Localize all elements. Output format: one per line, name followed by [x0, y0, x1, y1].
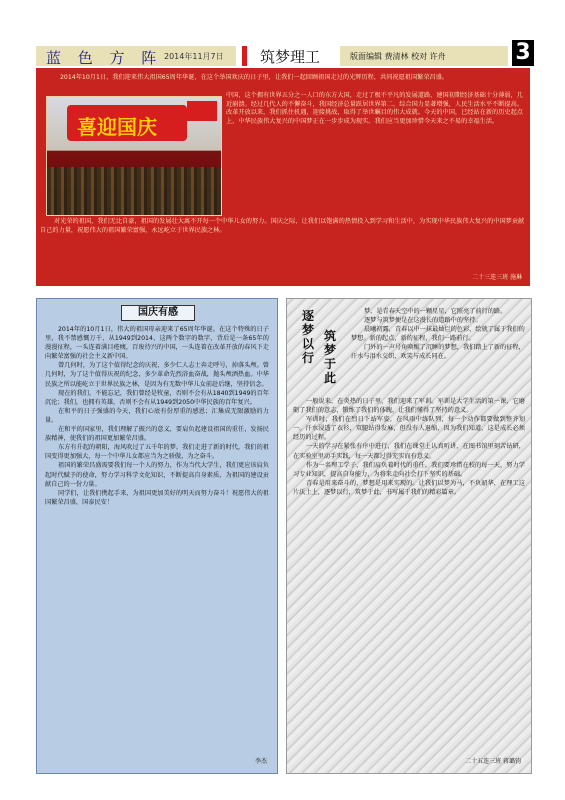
paragraph: 梦，是青春天空中的一颗星星，它照亮了前行的路。 [364, 308, 507, 315]
paragraph: 作为一名理工学子，我们肩负着时代的重任。我们要珍惜在校的每一天，努力学习专业知识，提高自身能力，为将来走向社会打下坚实的基础。 [293, 461, 525, 478]
red-signature: 二十三连三班 施琳 [472, 274, 522, 281]
masthead-red-bar [242, 46, 247, 66]
issue-date: 2014年11月7日 [164, 52, 224, 61]
national-day-section [36, 68, 530, 286]
right-article-title-b: 筑梦于此 [323, 329, 336, 385]
paragraph: 逐梦与筑梦便是在这漫长的道路中的坚持。 [364, 317, 482, 325]
masthead [36, 40, 531, 67]
paragraph: 一般说来，在炎热的日子里，我们迎来了军训。军训是大学生活的第一课，它磨砺了我们的意志，锻炼了我们的体魄，让我们懂得了坚持的意义。 [293, 398, 525, 415]
paragraph: 祖国的繁荣昌盛需要我们每一个人的努力，作为当代大学生，我们更应该肩负起时代赋予的使命，努力学习科学文化知识，不断提高自身素质，为祖国的建设贡献自己的一份力量。 [45, 462, 269, 488]
paragraph: 东方有升起的朝阳，海风吹过了五千年的梦。我们走进了新的时代，我们的祖国变得更加强大，每一个中华儿女都应当为之骄傲，为之奋斗。 [45, 444, 269, 461]
paragraph: 2014年的10月1日，伟大的祖国母亲迎来了65周年华诞。在这个特殊的日子里，我不禁感慨万千，从1949到2014，这两个数字的数字，背后是一条65年的漫漫征程，一头连着满目疮痍，百废待兴的中国，一头连着在改革开放的春风下走向繁荣富强的社会主义新中国。 [45, 326, 269, 361]
right-article-title-a: 逐梦以行 [301, 309, 314, 365]
left-article-body [45, 325, 269, 507]
parade-crowd [47, 167, 221, 215]
national-day-photo [46, 96, 222, 216]
paragraph: 一天的学习在紧张有序中进行，我们在课堂上认真听讲，在图书馆里刻苦钻研，在实验室里动手实践，每一天都过得充实而有意义。 [293, 443, 525, 460]
photo-banner-text: 喜迎国庆 [77, 115, 157, 139]
paragraph: 同学们，让我们携起手来，为祖国更加美好的明天而努力奋斗！祝愿伟大的祖国繁荣昌盛，国泰民安！ [45, 489, 269, 506]
left-article-author: 李杰 [254, 758, 267, 765]
paragraph: 在和平的日子强盛的今天，我们心底有份厚重的感恩；汇集成无限激励的力量。 [45, 407, 269, 424]
paragraph: 曾几何时，为了这个值得纪念的庆祝，多少仁人志士奔走呼号，掉落头颅。曾几何时，为了这个值得庆祝的纪念，多少革命先烈浴血奋战，抛头颅洒热血。中华民族之所以能屹立于世界民族之林，是因为有无数中华儿女前赴后继，坚持信念。 [45, 362, 269, 388]
masthead-column-box [36, 46, 236, 66]
paragraph: 晨曦初露，青春以中一抹最灿烂的色彩，绘就了属于我们的梦想。新的起点，新的征程，我们一路前行。 [351, 326, 525, 343]
right-article [286, 298, 532, 774]
paragraph: 门外的一声号角唤醒了沉睡的梦想，我们踏上了新的征程，汗水与泪水交织，欢笑与成长同在。 [351, 344, 525, 361]
paragraph: 现在的我们，不能忘记，我们曾经是牧童，否则不会有从1840到1949的百年沉沦；我们，也拥有英雄，否则不会有从1949到2050中华民族的百年复兴。 [45, 389, 269, 406]
right-article-intro [351, 307, 527, 362]
red-right-text: 中国，这个拥有世界五分之一人口的东方大国，走过了极不平凡的发展道路，建国初期经济基础十分薄弱，几近崩溃。经过几代人的不懈奋斗，我国经济总量跃居世界第二，综合国力显著增强，人民生活水平不断提高。改革开放以来，我们抓住机遇，迎接挑战，取得了举世瞩目的伟大成就。今天的中国，已经站在新的历史起点上，中华民族伟大复兴的中国梦正在一步步成为现实。我们应当更加珍惜今天来之不易的幸福生活。 [226, 92, 523, 125]
red-lead-text: 2014年10月1日，我们迎来伟大祖国65周年华诞，在这个举国欢庆的日子里，让我们一起回顾祖国走过的光辉历程，共同祝愿祖国繁荣昌盛。 [60, 74, 449, 81]
paragraph: 在和平的国家里，我们理解了振兴的意义，要肩负起建设祖国的重任，发扬民族精神，使我们的祖国更加繁荣昌盛。 [45, 426, 269, 443]
red-foot-text: 对光荣的祖国，我们无比自豪，祖国的发展壮大离不开每一个中华儿女的努力。国庆之际，让我们以饱满的热情投入到学习和生活中，为实现中华民族伟大复兴的中国梦贡献自己的力量，祝愿伟大的祖国繁荣富强，永远屹立于世界民族之林。 [40, 218, 525, 234]
left-article [36, 298, 278, 774]
page-number: 3 [512, 40, 534, 66]
flag-icon [187, 101, 217, 121]
paragraph: 军训时，我们在烈日下站军姿，在风雨中练队列，每一个动作都要做到整齐划一。汗水浸透了衣衫，双腿站得发麻，但没有人退缩，因为我们知道，这是成长必须经历的过程。 [293, 416, 525, 442]
paragraph: 青春是用来奋斗的，梦想是用来实现的。让我们以梦为马，不负韶华，在理工这片沃土上，逐梦以行，筑梦于此，书写属于我们的精彩篇章。 [293, 479, 525, 496]
editors-line: 版面编辑 费清林 校对 许舟 [350, 52, 446, 61]
right-article-signature: 二十五连三班 蒋璐钧 [465, 758, 521, 765]
right-article-body [293, 397, 525, 497]
column-title: 蓝 色 方 阵 [46, 49, 163, 67]
masthead-editor-box [340, 46, 508, 66]
paper-name: 筑梦理工 [260, 48, 321, 66]
left-article-title: 国庆有感 [121, 305, 195, 321]
